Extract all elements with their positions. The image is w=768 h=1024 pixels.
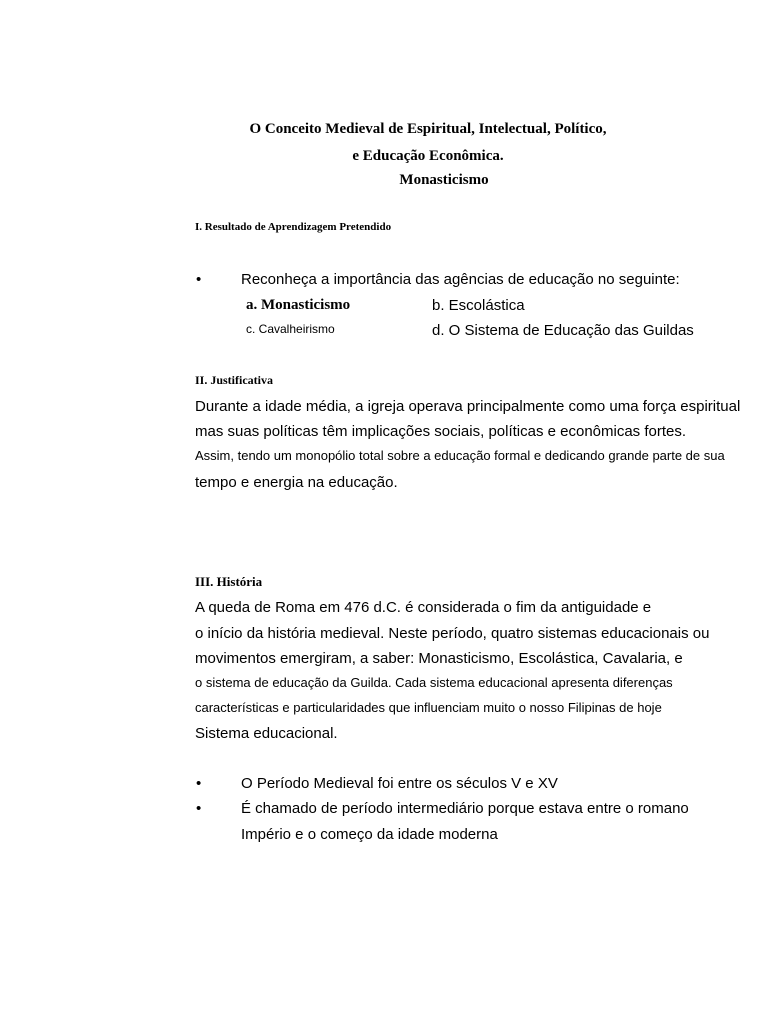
section-3-bullet-text: É chamado de período intermediário porque estava entre o romano — [241, 800, 689, 817]
section-3-line: o sistema de educação da Guilda. Cada sistema educacional apresenta diferenças — [195, 675, 673, 690]
item-a: a. Monasticismo — [246, 297, 351, 313]
title-line-1: O Conceito Medieval de Espiritual, Intelectual, Político, — [249, 121, 607, 137]
bullet-marker: • — [196, 775, 202, 792]
item-d: d. O Sistema de Educação das Guildas — [432, 322, 694, 339]
item-c: c. Cavalheirismo — [246, 322, 335, 336]
title-line-2: e Educação Econômica. — [352, 148, 504, 164]
item-b: b. Escolástica — [432, 297, 525, 314]
section-3-line: A queda de Roma em 476 d.C. é considerada o fim da antiguidade e — [195, 599, 652, 616]
section-2-line: mas suas políticas têm implicações sociais, políticas e econômicas fortes. — [195, 423, 687, 440]
section-1-bullet-text: Reconheça a importância das agências de educação no seguinte: — [241, 271, 680, 288]
section-1-heading: I. Resultado de Aprendizagem Pretendido — [195, 221, 392, 233]
section-3-line: movimentos emergiram, a saber: Monasticismo, Escolástica, Cavalaria, e — [195, 650, 683, 667]
section-3-line: Sistema educacional. — [195, 725, 338, 742]
bullet-marker: • — [196, 800, 202, 817]
section-3-bullet-continuation: Império e o começo da idade moderna — [241, 826, 498, 843]
section-2-heading: II. Justificativa — [195, 373, 273, 387]
section-3-line: características e particularidades que influenciam muito o nosso Filipinas de hoje — [195, 700, 662, 715]
section-3-bullet-text: O Período Medieval foi entre os séculos V e XV — [241, 775, 558, 792]
section-3-heading: III. História — [195, 574, 263, 589]
section-2-line: tempo e energia na educação. — [195, 474, 398, 491]
section-2-line: Assim, tendo um monopólio total sobre a educação formal e dedicando grande parte de sua — [195, 448, 725, 463]
title-line-3: Monasticismo — [399, 172, 489, 188]
bullet-marker: • — [196, 271, 202, 288]
section-3-line: o início da história medieval. Neste período, quatro sistemas educacionais ou — [195, 625, 710, 642]
section-2-line: Durante a idade média, a igreja operava principalmente como uma força espiritual — [195, 398, 741, 415]
